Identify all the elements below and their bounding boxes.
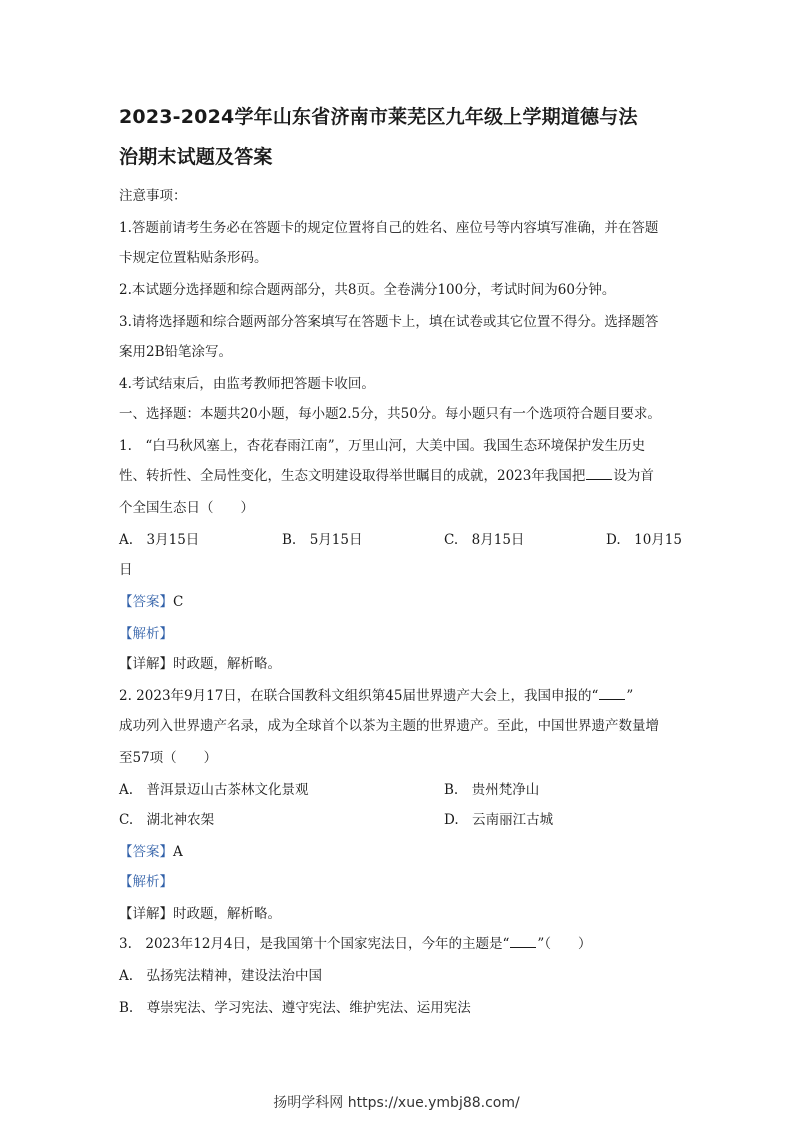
q1-option-c: C. 8月15日 [444, 532, 525, 548]
q1-analysis-tag: 【解析】 [119, 626, 173, 642]
document-title-line-2: 治期末试题及答案 [119, 146, 273, 168]
q2-answer [119, 842, 183, 862]
q2-stem-text-end: ” [626, 688, 634, 704]
notice-header: 注意事项： [119, 188, 187, 204]
q1-stem-text: 性、转折性、全局性变化，生态文明建设取得举世瞩目的成就，2023年我国把 [119, 468, 586, 484]
q2-blank [599, 687, 625, 700]
q1-stem-line-2 [119, 466, 654, 486]
q1-stem-text-end: 设为首 [613, 468, 654, 484]
detail-text: 时政题，解析略。 [173, 906, 281, 922]
notice-item-2: 2.本试题分选择题和综合题两部分，共8页。全卷满分100分，考试时间为60分钟。 [119, 282, 616, 298]
q1-detail [119, 654, 281, 674]
q3-stem-line-1 [119, 934, 592, 954]
q1-stem-line-1: 1. “白马秋风塞上，杏花春雨江南”，万里山河，大美中国。我国生态环境保护发生历史 [119, 438, 646, 454]
notice-item-4: 4.考试结束后，由监考教师把答题卡收回。 [119, 376, 375, 392]
notice-item-1: 1.答题前请考生务必在答题卡的规定位置将自己的姓名、座位号等内容填写准确，并在答题 [119, 220, 659, 236]
q3-stem-text: 3. 2023年12月4日，是我国第十个国家宪法日，今年的主题是“ [119, 936, 510, 952]
notice-item-3: 3.请将选择题和综合题两部分答案填写在答题卡上，填在试卷或其它位置不得分。选择题答 [119, 314, 659, 330]
q1-blank [586, 467, 612, 480]
detail-tag: 【详解】 [119, 906, 173, 922]
answer-tag: 【答案】 [119, 594, 173, 610]
q2-option-d: D. 云南丽江古城 [444, 812, 554, 828]
page-footer-watermark: 扬明学科网 https://xue.ymbj88.com/ [273, 1095, 520, 1111]
answer-tag: 【答案】 [119, 844, 173, 860]
q2-stem-text: 2. 2023年9月17日，在联合国教科文组织第45届世界遗产大会上，我国申报的“ [119, 688, 599, 704]
q2-stem-line-3: 至57项（ ） [119, 750, 218, 766]
q3-option-b: B. 尊崇宪法、学习宪法、遵守宪法、维护宪法、运用宪法 [119, 1000, 471, 1016]
q2-option-b: B. 贵州梵净山 [444, 782, 540, 798]
notice-item-1-cont: 卡规定位置粘贴条形码。 [119, 250, 268, 266]
detail-text: 时政题，解析略。 [173, 656, 281, 672]
q1-answer [119, 592, 183, 612]
q3-stem-text-end: ”（ ） [537, 936, 592, 952]
q2-analysis-tag: 【解析】 [119, 874, 173, 890]
answer-value: A [173, 844, 183, 860]
q2-option-c: C. 湖北神农架 [119, 812, 215, 828]
q1-option-a: A. 3月15日 [119, 532, 200, 548]
q2-stem-line-2: 成功列入世界遗产名录，成为全球首个以茶为主题的世界遗产。至此，中国世界遗产数量增 [119, 718, 659, 734]
notice-item-3-cont: 案用2B铅笔涂写。 [119, 344, 233, 360]
section-heading: 一、选择题：本题共20小题，每小题2.5分，共50分。每小题只有一个选项符合题目要求。 [119, 406, 661, 422]
q1-stem-line-3: 个全国生态日（ ） [119, 500, 254, 516]
q1-option-d: D. 10月15 [606, 532, 682, 548]
q1-option-b: B. 5月15日 [282, 532, 363, 548]
q2-detail [119, 904, 281, 924]
q1-option-d-cont: 日 [119, 562, 133, 578]
detail-tag: 【详解】 [119, 656, 173, 672]
q3-option-a: A. 弘扬宪法精神，建设法治中国 [119, 968, 323, 984]
q3-blank [510, 935, 536, 948]
answer-value: C [173, 594, 184, 610]
q2-option-a: A. 普洱景迈山古茶林文化景观 [119, 782, 309, 798]
document-title-line-1: 2023-2024学年山东省济南市莱芜区九年级上学期道德与法 [119, 106, 638, 128]
q2-stem-line-1 [119, 686, 633, 706]
